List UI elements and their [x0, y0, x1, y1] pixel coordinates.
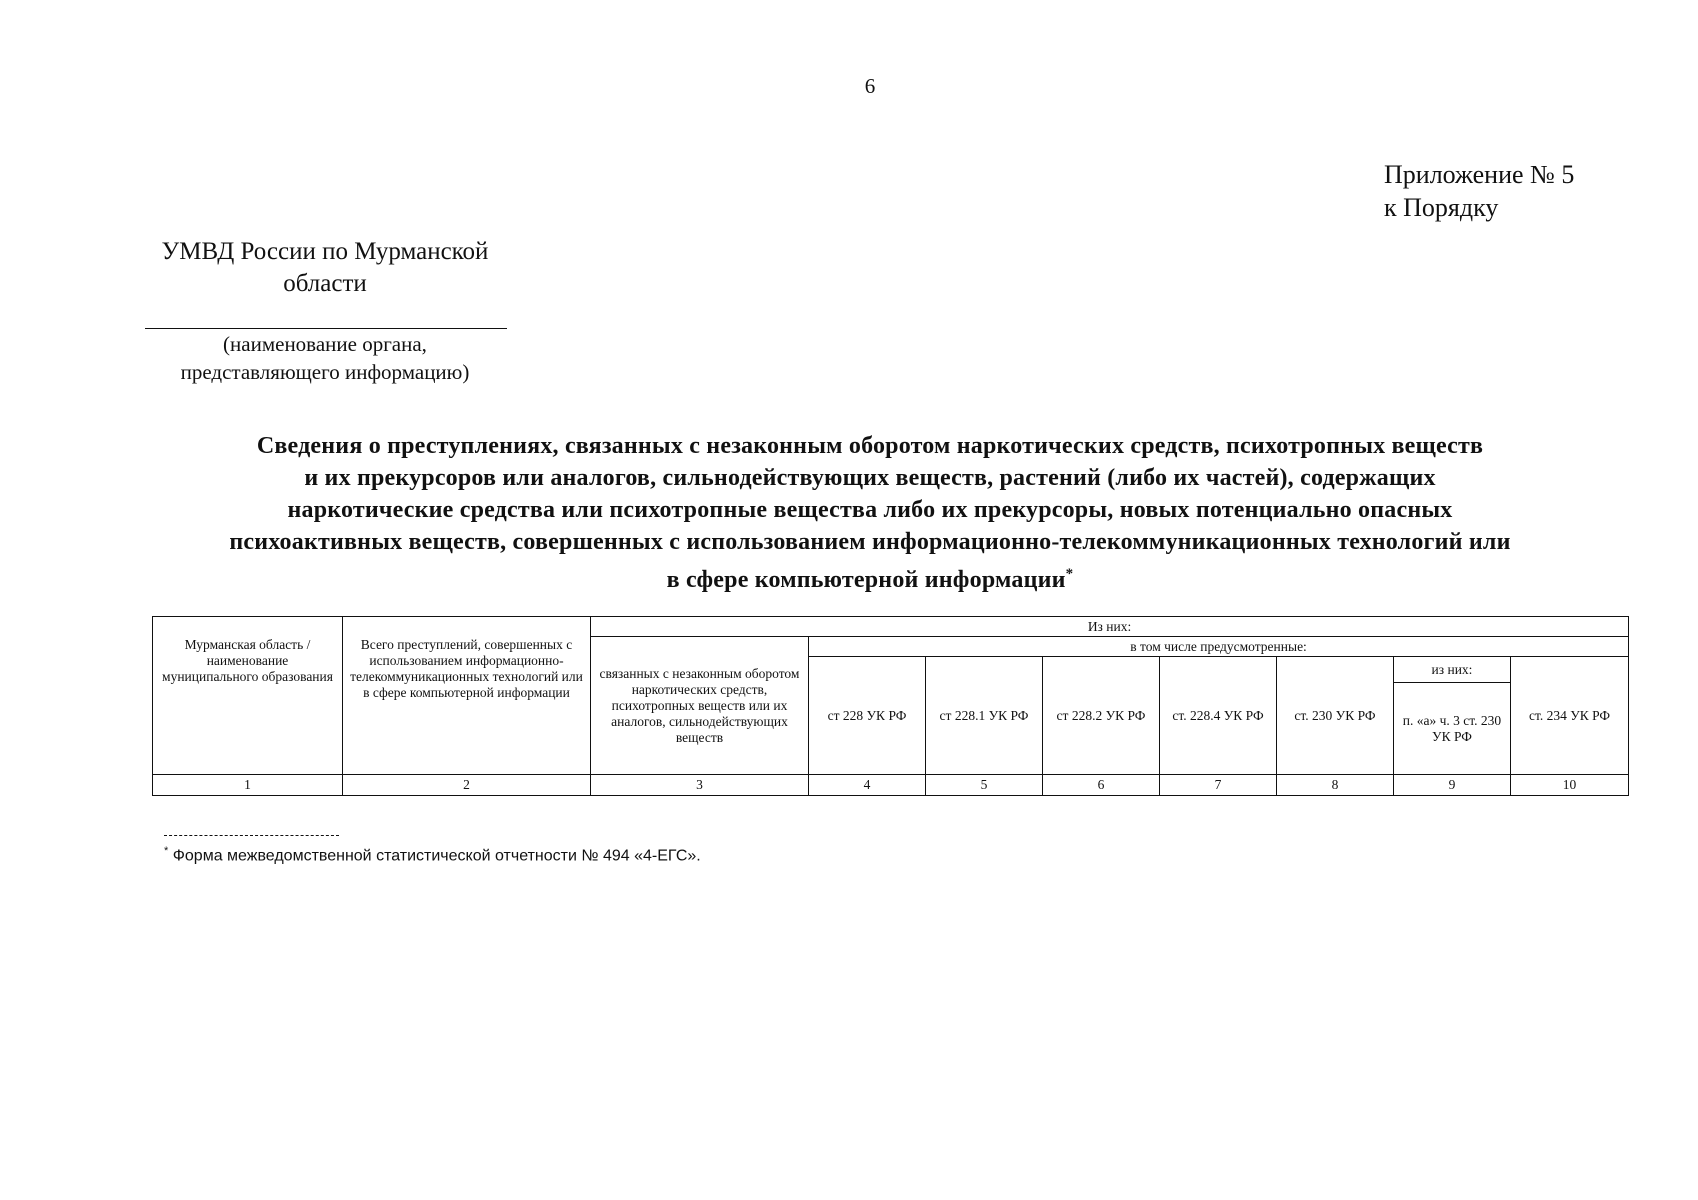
header-art-228-2: ст 228.2 УК РФ — [1043, 657, 1160, 775]
footnote-text: Форма межведомственной статистической отчетности № 494 «4-ЕГС». — [172, 847, 701, 865]
document-title — [100, 430, 1640, 596]
title-line-1: Сведения о преступлениях, связанных с незаконным оборотом наркотических средств, психотропных веществ — [256, 433, 1484, 459]
organization-caption — [120, 330, 530, 386]
column-number: 10 — [1511, 775, 1629, 796]
column-number: 2 — [343, 775, 591, 796]
title-footnote-mark: * — [1065, 566, 1074, 582]
column-number: 9 — [1394, 775, 1511, 796]
organization-name-line-1: УМВД России по Мурманской — [161, 238, 489, 265]
title-line-5-text: в сфере компьютерной информации — [666, 567, 1066, 593]
organization-caption-line-2: представляющего информацию) — [180, 360, 470, 384]
page-number: 6 — [864, 74, 876, 98]
header-including: в том числе предусмотренные: — [809, 637, 1629, 657]
appendix-line-1: Приложение № 5 — [1384, 160, 1575, 189]
title-line-4: психоактивных веществ, совершенных с использованием информационно-телекоммуникационных технологий или — [229, 529, 1511, 555]
organization-name-line-2: области — [283, 270, 367, 297]
header-art-228-4: ст. 228.4 УК РФ — [1160, 657, 1277, 775]
column-number: 6 — [1043, 775, 1160, 796]
footnote-separator — [164, 835, 339, 836]
footnote — [164, 845, 701, 865]
column-number: 1 — [153, 775, 343, 796]
organization-caption-line-1: (наименование органа, — [223, 332, 427, 356]
organization-underline — [145, 328, 507, 329]
title-line-2: и их прекурсоров или аналогов, сильнодействующих веществ, растений (либо их частей), содержащих — [304, 465, 1436, 491]
column-number: 7 — [1160, 775, 1277, 796]
column-number-row — [153, 775, 1629, 796]
header-row-1 — [153, 617, 1629, 637]
header-of-which: из них: — [1394, 657, 1511, 683]
title-line-5 — [100, 558, 1640, 596]
header-total: Всего преступлений, совершенных с использованием информационно-телекоммуникационных технологий или в сфере компьютерной информации — [343, 617, 591, 775]
header-art-230: ст. 230 УК РФ — [1277, 657, 1394, 775]
header-of-them: Из них: — [591, 617, 1629, 637]
header-drug-related: связанных с незаконным оборотом наркотических средств, психотропных веществ или их аналогов, сильнодействующих веществ — [591, 637, 809, 775]
report-table — [152, 616, 1629, 796]
title-line-3: наркотические средства или психотропные вещества либо их прекурсоры, новых потенциально опасных — [287, 497, 1453, 523]
header-region: Мурманская область / наименование муниципального образования — [153, 617, 343, 775]
footnote-mark: * — [164, 845, 169, 857]
column-number: 8 — [1277, 775, 1394, 796]
column-number: 4 — [809, 775, 926, 796]
header-art-230-p-a: п. «а» ч. 3 ст. 230 УК РФ — [1394, 683, 1511, 775]
organization-name — [120, 236, 530, 300]
column-number: 3 — [591, 775, 809, 796]
appendix-line-2: к Порядку — [1384, 193, 1499, 222]
header-art-228: ст 228 УК РФ — [809, 657, 926, 775]
column-number: 5 — [926, 775, 1043, 796]
header-art-234: ст. 234 УК РФ — [1511, 657, 1629, 775]
appendix-reference — [1384, 158, 1574, 224]
header-art-228-1: ст 228.1 УК РФ — [926, 657, 1043, 775]
